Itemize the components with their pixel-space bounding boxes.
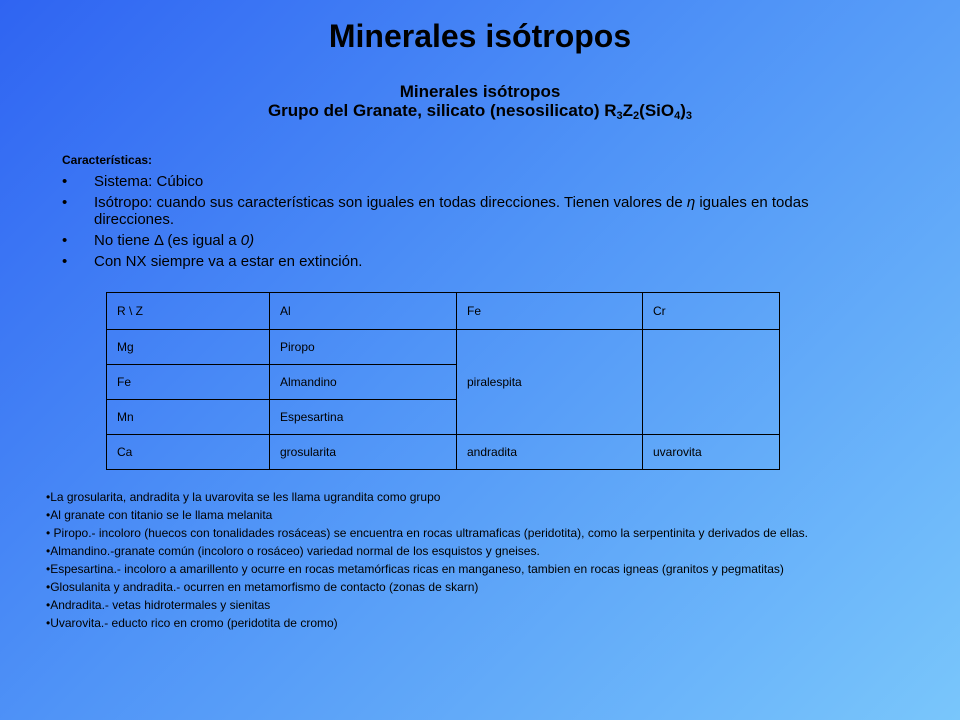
notes-list bbox=[46, 488, 958, 632]
note-item: • Uvarovita.- educto rico en cromo (peridotita de cromo) bbox=[46, 614, 958, 632]
formula-close: ) bbox=[680, 101, 686, 120]
table-cell-merged: piralespita bbox=[457, 330, 643, 435]
table-row bbox=[107, 435, 780, 470]
table-header-cell: Al bbox=[270, 293, 457, 330]
features-list bbox=[62, 173, 852, 274]
formula-subscript-2: 2 bbox=[633, 110, 640, 122]
feature-item bbox=[62, 173, 852, 190]
table-cell: andradita bbox=[457, 435, 643, 470]
formula-subscript-1: 3 bbox=[616, 110, 623, 122]
table-header-cell: R \ Z bbox=[107, 293, 270, 330]
table-cell: Almandino bbox=[270, 365, 457, 400]
table-cell-empty bbox=[643, 330, 780, 435]
feature-text-after: iguales en todas direcciones. bbox=[94, 194, 809, 228]
table-header-cell: Fe bbox=[457, 293, 643, 330]
table-cell: uvarovita bbox=[643, 435, 780, 470]
note-item: • Piropo.- incoloro (huecos con tonalidades rosáceas) se encuentra en rocas ultramaficas (peridotita), como la serpentinita y derivados de ellas. bbox=[46, 524, 958, 542]
note-item: • La grosularita, andradita y la uvarovita se les llama ugrandita como grupo bbox=[46, 488, 958, 506]
table-cell: Mg bbox=[107, 330, 270, 365]
formula-z: Z bbox=[622, 101, 634, 120]
table-cell: Mn bbox=[107, 400, 270, 435]
formula-sio: (SiO bbox=[639, 101, 675, 120]
note-item: • Glosulanita y andradita.- ocurren en metamorfismo de contacto (zonas de skarn) bbox=[46, 578, 958, 596]
formula-subscript-4: 3 bbox=[685, 110, 693, 122]
note-item: • Al granate con titanio se le llama melanita bbox=[46, 506, 958, 524]
slide-title: Minerales isótropos bbox=[328, 18, 632, 54]
feature-emphasis: 0) bbox=[240, 232, 255, 249]
table-cell: Espesartina bbox=[270, 400, 457, 435]
note-item: • Andradita.- vetas hidrotermales y sienitas bbox=[46, 596, 958, 614]
table-cell: Piropo bbox=[270, 330, 457, 365]
table-row bbox=[107, 330, 780, 365]
feature-item bbox=[62, 232, 852, 249]
garnet-table bbox=[106, 292, 780, 470]
note-item: • Almandino.-granate común (incoloro o rosáceo) variedad normal de los esquistos y gneises. bbox=[46, 542, 958, 560]
feature-item bbox=[62, 253, 852, 270]
feature-text: Sistema: Cúbico bbox=[94, 173, 204, 190]
slide-subtitle bbox=[0, 82, 960, 126]
feature-text: Con NX siempre va a estar en extinción. bbox=[94, 253, 363, 270]
subtitle-line-2 bbox=[0, 101, 960, 126]
table-cell: grosularita bbox=[270, 435, 457, 470]
table-cell: Fe bbox=[107, 365, 270, 400]
subtitle-line-2-text: Grupo del Granate, silicato (nesosilicato) R bbox=[267, 101, 617, 120]
feature-item bbox=[62, 194, 852, 228]
table-cell: Ca bbox=[107, 435, 270, 470]
formula-subscript-3: 4 bbox=[674, 110, 681, 122]
table-header-cell: Cr bbox=[643, 293, 780, 330]
table-header-row bbox=[107, 293, 780, 330]
feature-emphasis: η bbox=[686, 194, 696, 211]
note-item: • Espesartina.- incoloro a amarillento y ocurre en rocas metamórficas ricas en manganeso, tambien en rocas igneas (granitos y pegmatitas) bbox=[46, 560, 958, 578]
subtitle-line-1: Minerales isótropos bbox=[399, 82, 561, 101]
features-label: Características: bbox=[62, 153, 153, 167]
feature-text: Isótropo: cuando sus características son iguales en todas direcciones. Tienen valores de bbox=[94, 194, 687, 211]
feature-text: No tiene Δ (es igual a bbox=[94, 232, 241, 249]
